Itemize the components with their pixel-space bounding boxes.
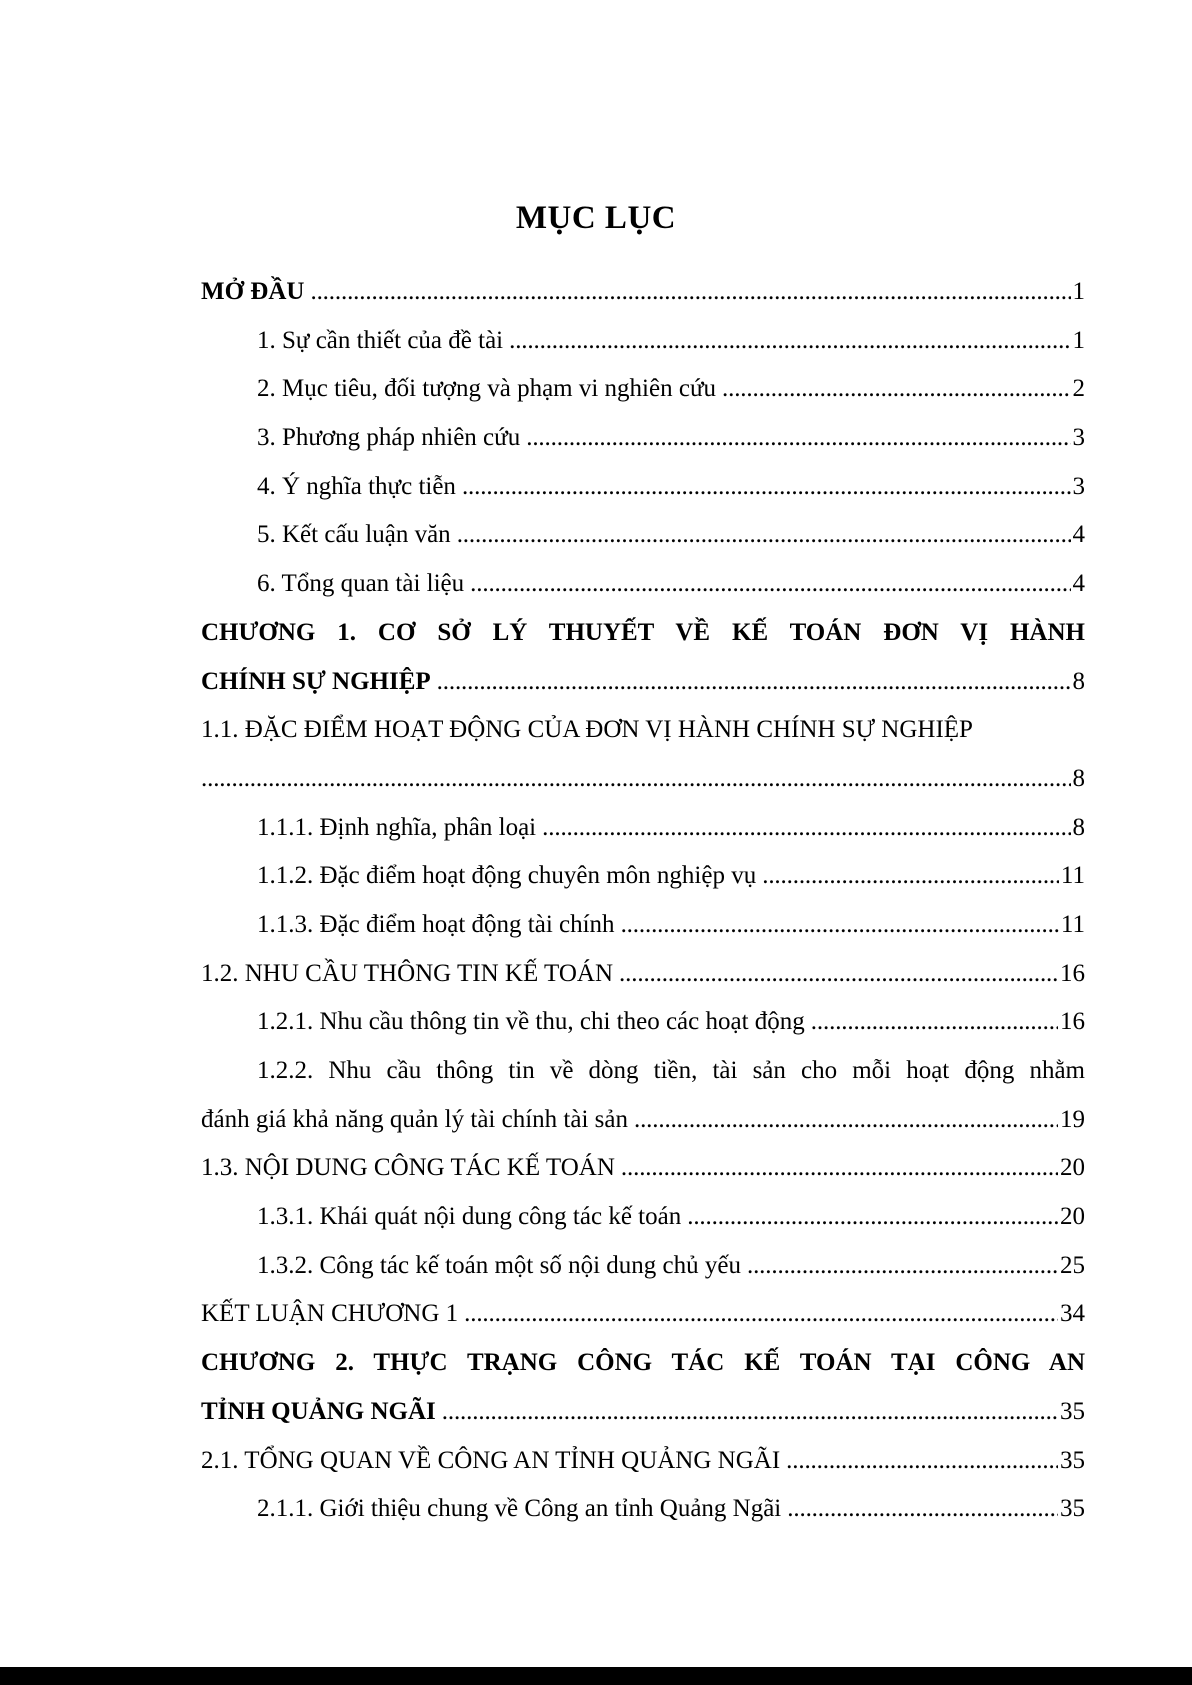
toc-entry-text: 2.1.1. Giới thiệu chung về Công an tỉnh Quảng Ngãi [257,1495,782,1523]
dot-leader [619,950,1058,999]
dot-leader [457,511,1071,560]
toc-entry-text: 2.1. TỔNG QUAN VỀ CÔNG AN TỈNH QUẢNG NGÃI [201,1446,781,1474]
toc-entry-text: 5. Kết cấu luận văn [257,521,451,549]
toc-page-number: 35 [1060,1495,1085,1523]
dot-leader [762,852,1059,901]
dot-leader [687,1193,1058,1242]
toc-entry[interactable] [201,1388,1085,1437]
dot-leader [786,1437,1058,1486]
toc-entry-line[interactable] [201,609,1085,658]
dot-leader [526,414,1070,463]
toc-entry-text: 1.3.2. Công tác kế toán một số nội dung chủ yếu [257,1251,741,1279]
toc-entry[interactable] [201,1096,1085,1145]
toc-entry[interactable] [201,463,1085,512]
toc-entry-text: 1.2.1. Nhu cầu thông tin về thu, chi theo các hoạt động [257,1008,805,1036]
toc-page-number: 3 [1072,424,1085,452]
toc-entry-text: 4. Ý nghĩa thực tiễn [257,472,456,500]
dot-leader [542,804,1070,853]
toc-page-number: 19 [1060,1105,1085,1133]
toc-entry[interactable] [201,414,1085,463]
dot-leader [442,1388,1058,1437]
toc-page-number: 11 [1060,910,1085,938]
toc-page-number: 20 [1060,1154,1085,1182]
page-bottom-edge [0,1667,1192,1685]
toc-entry-text: 1.1.1. Định nghĩa, phân loại [257,813,537,841]
toc-entry[interactable] [201,1144,1085,1193]
toc-entry[interactable] [201,365,1085,414]
toc-entry-line[interactable] [201,706,1085,755]
toc-page-number: 4 [1072,521,1085,549]
toc-entry[interactable] [201,950,1085,999]
toc-page-number: 35 [1060,1397,1085,1425]
toc-page-number: 4 [1072,570,1085,598]
toc-page-number: 1 [1072,278,1085,305]
toc-entry[interactable] [201,317,1085,366]
toc-page-number: 2 [1072,375,1085,403]
toc-page-number: 11 [1060,862,1085,890]
dot-leader [310,268,1070,317]
toc-entry[interactable] [201,755,1085,804]
toc-page-number: 16 [1060,959,1085,987]
dot-leader [811,998,1058,1047]
toc-entry[interactable] [201,901,1085,950]
dot-leader [621,901,1059,950]
dot-leader [201,755,1071,804]
dot-leader [462,463,1071,512]
toc-entry[interactable] [201,852,1085,901]
toc-entry[interactable] [201,511,1085,560]
toc-entry[interactable] [201,998,1085,1047]
dot-leader [621,1144,1058,1193]
dot-leader [634,1096,1058,1145]
toc-entry[interactable] [201,804,1085,853]
toc-page-number: 34 [1060,1300,1085,1328]
toc-entry-text: TỈNH QUẢNG NGÃI [201,1397,436,1425]
toc-entry-text: 6. Tổng quan tài liệu [257,570,465,598]
toc-title: MỤC LỤC [515,200,677,236]
toc-page-number: 20 [1060,1203,1085,1231]
toc-entry-text: 2. Mục tiêu, đối tượng và phạm vi nghiên cứu [257,375,716,403]
toc-page-number: 16 [1060,1008,1085,1036]
toc-entry-text: 1.1.3. Đặc điểm hoạt động tài chính [257,910,615,938]
toc-entry-text: CHƯƠNG 1. CƠ SỞ LÝ THUYẾT VỀ KẾ TOÁN ĐƠN VỊ HÀNH [201,618,1085,646]
toc-entry-text: 1. Sự cần thiết của đề tài [257,326,504,354]
dot-leader [747,1242,1058,1291]
toc-entry[interactable] [201,1193,1085,1242]
toc-entry-text: MỞ ĐẦU [201,278,305,305]
toc-page-number: 3 [1072,472,1085,500]
toc-entry-text: 1.3.1. Khái quát nội dung công tác kế toán [257,1203,682,1231]
toc-entry-text: CHƯƠNG 2. THỰC TRẠNG CÔNG TÁC KẾ TOÁN TẠI CÔNG AN [201,1349,1085,1377]
dot-leader [470,560,1070,609]
toc-entry[interactable] [201,1437,1085,1486]
toc-entry-text: 1.1. ĐẶC ĐIỂM HOẠT ĐỘNG CỦA ĐƠN VỊ HÀNH CHÍNH SỰ NGHIỆP [201,716,973,744]
toc-page-number: 8 [1072,764,1085,792]
toc-entry-text: CHÍNH SỰ NGHIỆP [201,667,431,695]
toc-entry-text: KẾT LUẬN CHƯƠNG 1 [201,1300,459,1328]
dot-leader [509,317,1070,366]
toc-entry[interactable] [201,268,1085,317]
dot-leader [437,658,1071,707]
dot-leader [787,1485,1058,1534]
toc-entry[interactable] [201,658,1085,707]
toc-entry-text: 1.3. NỘI DUNG CÔNG TÁC KẾ TOÁN [201,1154,615,1182]
toc-page-number: 25 [1060,1251,1085,1279]
toc-entry-text: đánh giá khả năng quản lý tài chính tài sản [201,1105,628,1133]
toc-entry[interactable] [201,1242,1085,1291]
table-of-contents [201,268,1085,1534]
toc-entry-text: 1.1.2. Đặc điểm hoạt động chuyên môn nghiệp vụ [257,862,757,890]
toc-entry-text: 1.2.2. Nhu cầu thông tin về dòng tiền, tài sản cho mỗi hoạt động nhằm [257,1057,1085,1084]
toc-page-number: 35 [1060,1446,1085,1474]
toc-entry-text: 1.2. NHU CẦU THÔNG TIN KẾ TOÁN [201,959,614,987]
toc-page-number: 8 [1072,813,1085,841]
toc-entry[interactable] [201,560,1085,609]
toc-entry[interactable] [201,1290,1085,1339]
toc-page-number: 8 [1072,667,1085,695]
dot-leader [722,365,1071,414]
dot-leader [464,1290,1058,1339]
toc-entry-line[interactable] [201,1339,1085,1388]
toc-entry[interactable] [201,1485,1085,1534]
toc-page-number: 1 [1072,326,1085,354]
toc-entry-text: 3. Phương pháp nhiên cứu [257,424,521,452]
toc-entry-line[interactable] [201,1047,1085,1096]
